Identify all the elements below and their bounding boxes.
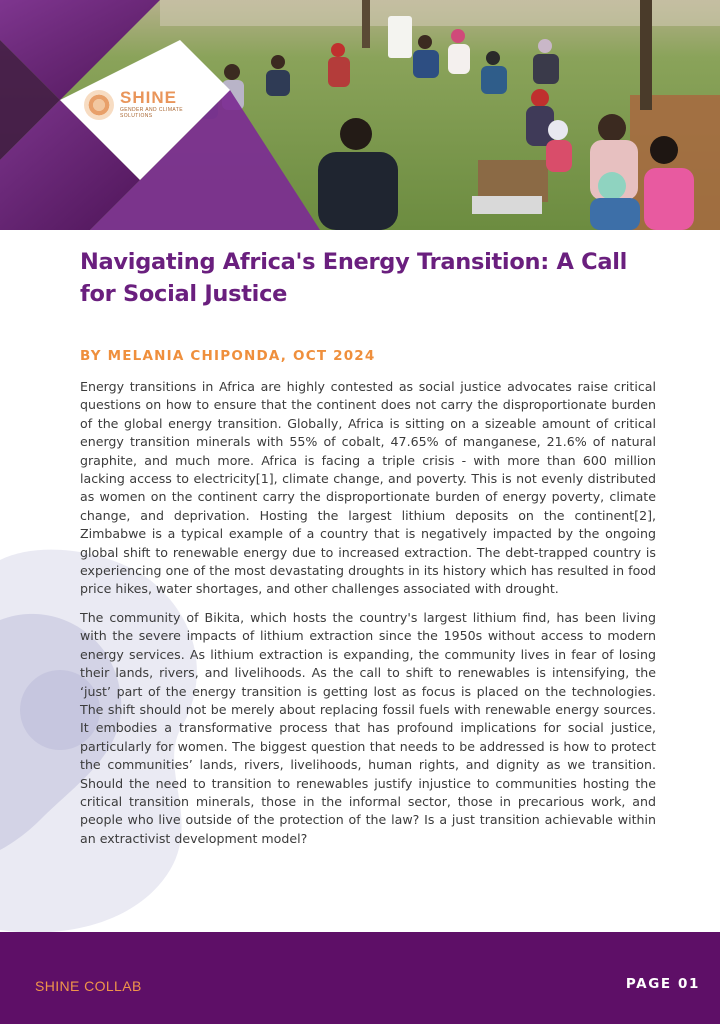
page-number: PAGE 01 [625, 976, 700, 992]
article-title: Navigating Africa's Energy Transition: A Call for Social Justice [80, 249, 628, 307]
page-footer [0, 932, 720, 1024]
brand-name: SHINE [120, 88, 177, 107]
article-body [80, 378, 656, 858]
hero-banner [0, 0, 720, 230]
shine-logo [84, 86, 194, 126]
brand-tagline: GENDER AND CLIMATE SOLUTIONS [120, 107, 183, 119]
sun-icon [84, 90, 114, 120]
article-paragraph: Energy transitions in Africa are highly contested as social justice advocates raise critical questions on how to ensure that the continent does not carry the disproportionate burden of the global energy transition. Globally, Africa is sitting on a sizeable amount of critical energy transition minerals with 55% of cobalt, 47.65% of manganese, 21.6% of natural graphite, and much more. Africa is facing a triple crisis - with more than 600 million lacking access to electricity[1], climate change, and poverty. This is not evenly distributed as women on the continent carry the disproportionate burden of energy poverty, climate change, and deprivation. Hosting the largest lithium deposits on the continent[2], Zimbabwe is a typical example of a country that is negatively impacted by the ongoing global shift to renewable energy due to increased extraction. The debt-trapped country is experiencing one of the most devastating droughts in its history which has resulted in food price hikes, water shortages, and other challenges associated with drought. [80, 379, 656, 597]
article-paragraph: The community of Bikita, which hosts the country's largest lithium find, has been living with the severe impacts of lithium extraction since the 1950s without access to modern energy services. As lithium extraction is expanding, the community lives in fear of losing their lands, rivers, and livelihoods. As the call to shift to renewables is intensifying, the ‘just’ part of the energy transition is getting lost as focus is placed on the technologies. The shift should not be merely about replacing fossil fuels with renewable energy sources. It embodies a transformative process that has profound implications for social justice, particularly for women. The biggest question that needs to be addressed is how to protect the communities’ lands, rivers, livelihoods, human rights, and dignity as we transition. Should the need to transition to renewables justify injustice to communities hosting the critical transition minerals, those in the informal sector, those in precarious work, and people who live outside of the protection of the law? Is a just transition achievable within an extractivist development model? [80, 609, 656, 846]
footer-collab-label: SHINE COLLAB [35, 978, 142, 994]
article-byline: BY MELANIA CHIPONDA, OCT 2024 [80, 348, 376, 364]
